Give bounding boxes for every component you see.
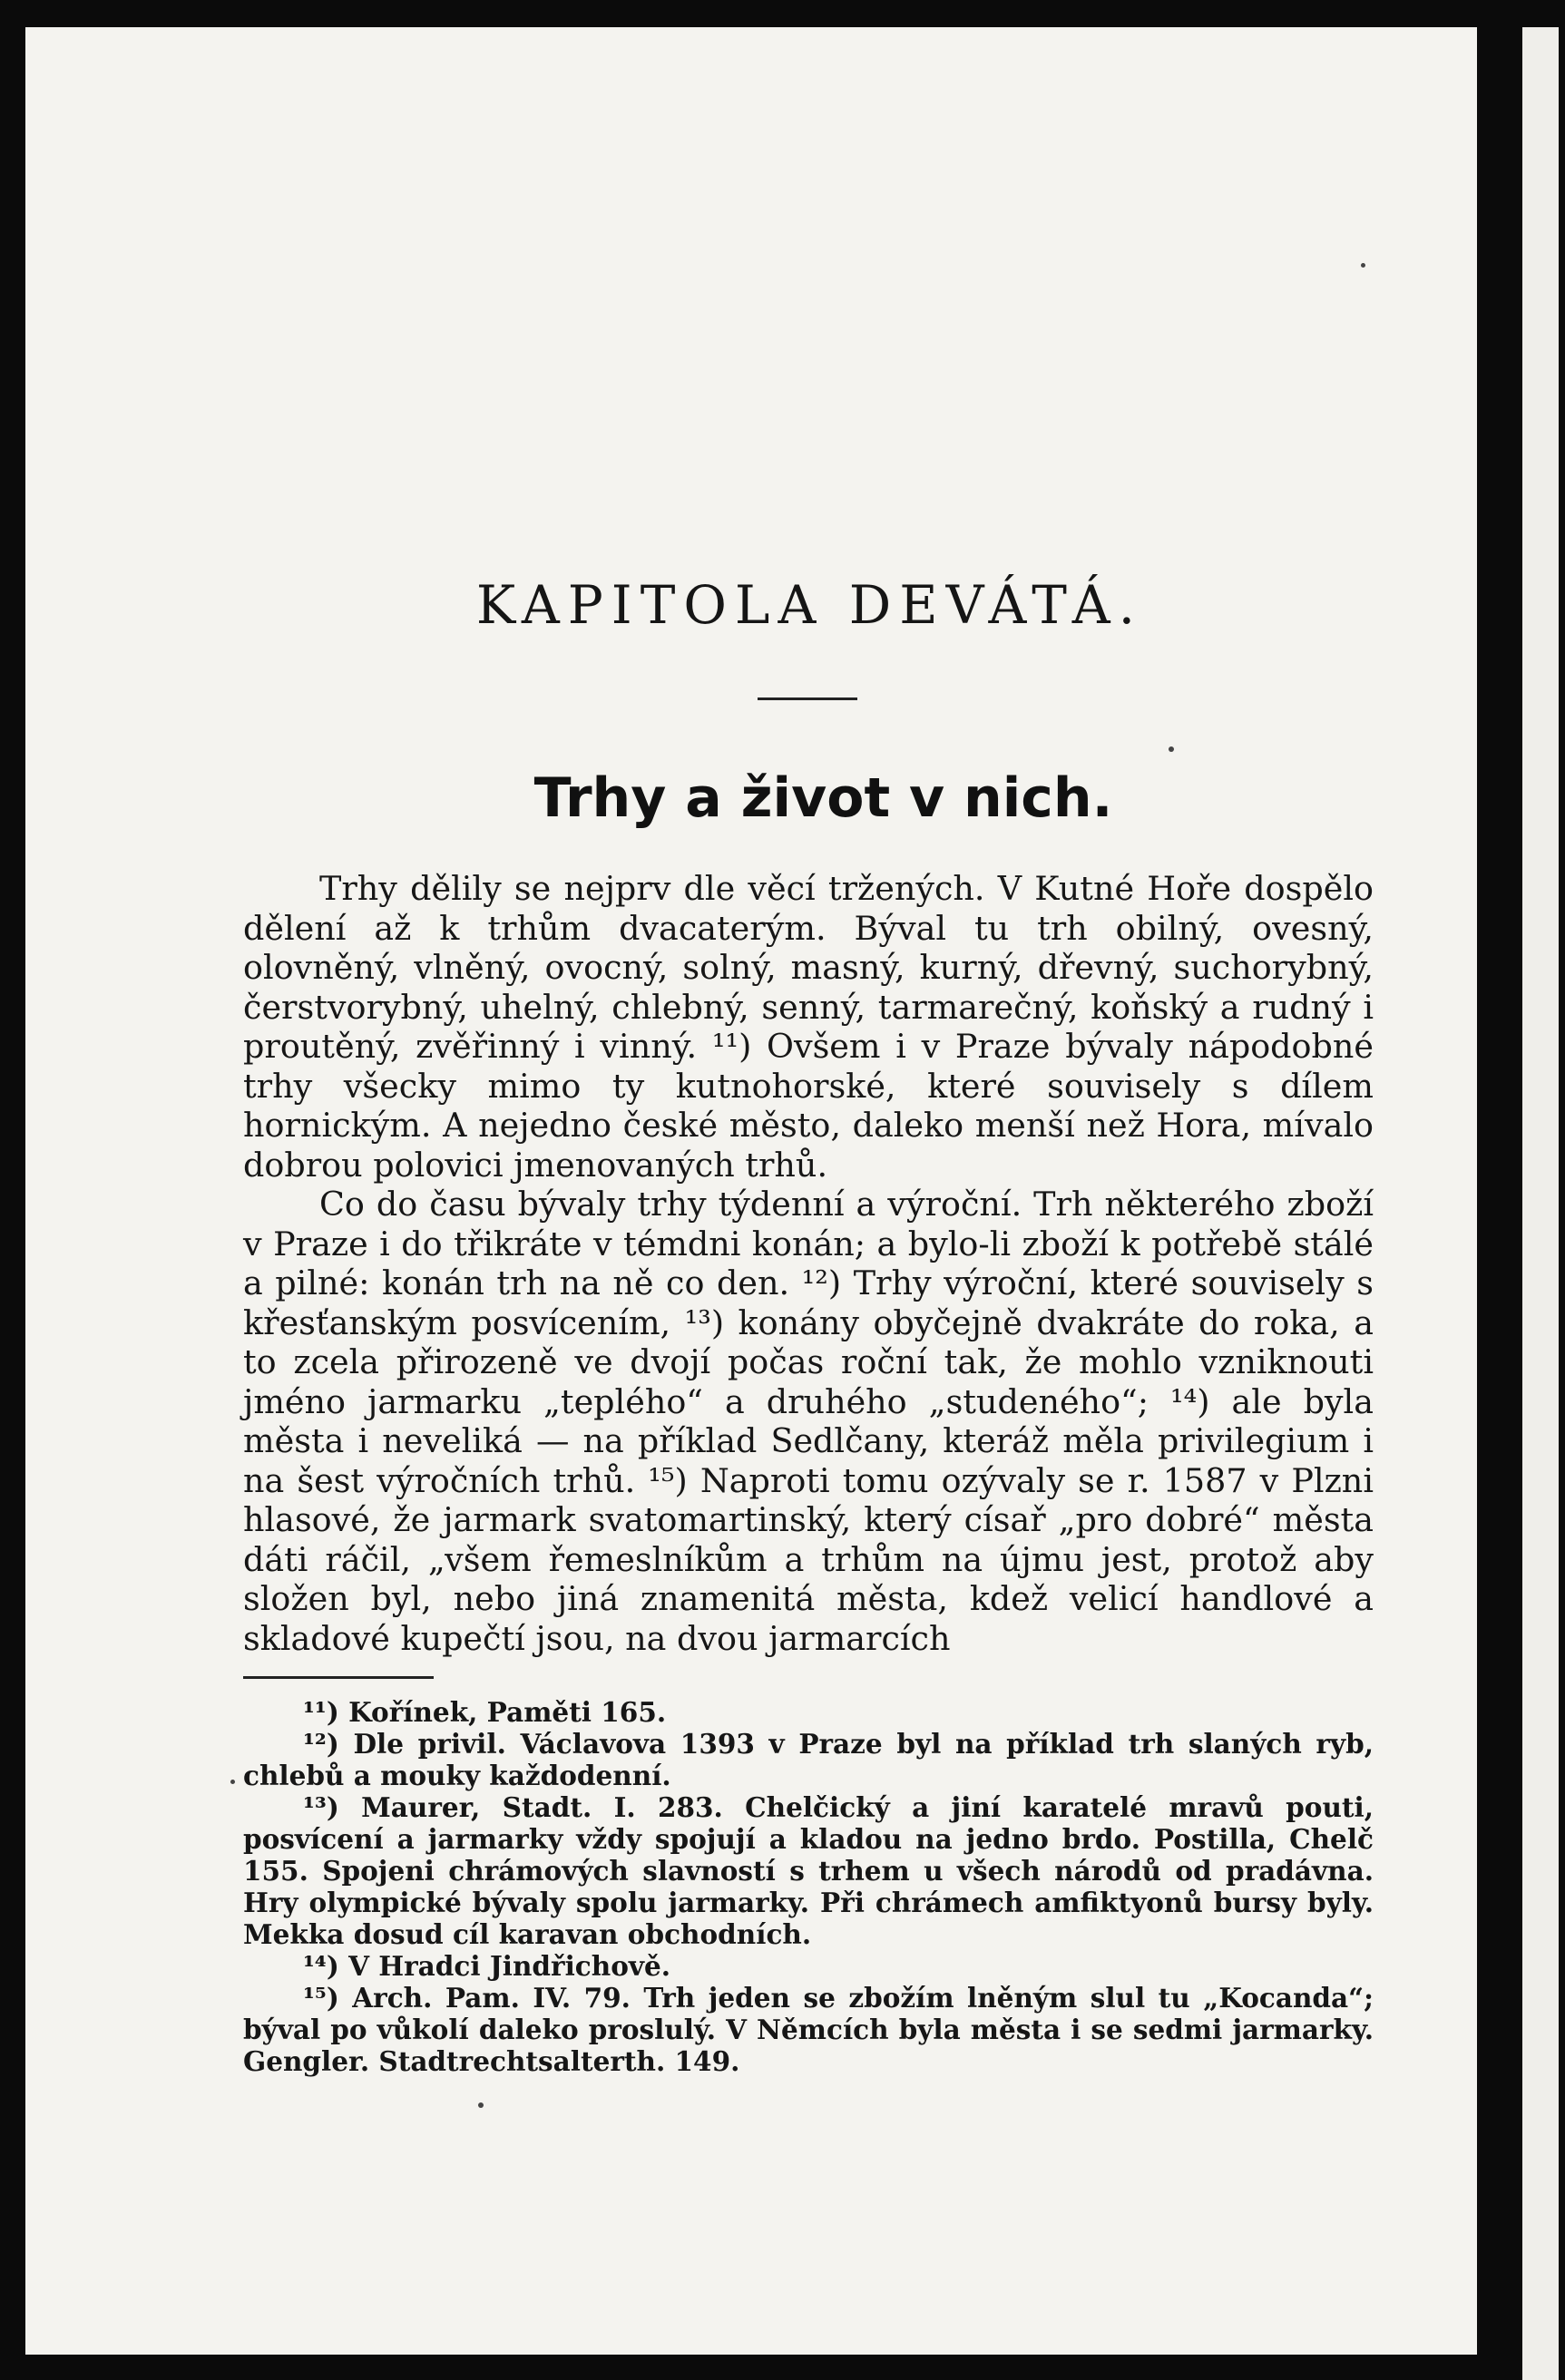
footnote: ¹⁵) Arch. Pam. IV. 79. Trh jeden se zbožím lněným slul tu „Kocanda“; býval po vůkolí daleko proslulý. V Němcích byla města i se sedmi jarmarky. Gengler. Stadtrechtsalterth. 149. bbox=[243, 1982, 1374, 2077]
footnote: ¹²) Dle privil. Václavova 1393 v Praze byl na příklad trh slaných ryb, chlebů a mouky každodenní. bbox=[243, 1728, 1374, 1791]
next-page-edge bbox=[1522, 27, 1559, 2380]
chapter-heading: KAPITOLA DEVÁTÁ. bbox=[475, 574, 1144, 636]
paragraph: Co do času bývaly trhy týdenní a výroční. Trh některého zboží v Praze i do třikráte v témdni konán; a bylo-li zboží k potřebě stálé a pilné: konán trh na ně co den. ¹²) Trhy výroční, které souvisely s křesťanským posvícením, ¹³) konány obyčejně dvakráte do roka, a to zcela přirozeně ve dvojí počas roční tak, že mohlo vzniknouti jméno jarmarku „teplého“ a druhého „studeného“; ¹⁴) ale byla města i neveliká — na příklad Sedlčany, kteráž měla privilegium i na šest výročních trhů. ¹⁵) Naproti tomu ozývaly se r. 1587 v Plzni hlasové, že jarmark svatomartinský, který císař „pro dobré“ města dáti ráčil, „všem řemeslníkům a trhům na újmu jest, protož aby složen byl, nebo jiná znamenitá města, kdež velicí handlové a skladové kupečtí jsou, na dvou jarmarcích bbox=[243, 1185, 1374, 1658]
footnote: ¹¹) Kořínek, Paměti 165. bbox=[303, 1696, 667, 1728]
footnote-rule bbox=[243, 1676, 434, 1679]
footnote: ¹³) Maurer, Stadt. I. 283. Chelčický a jiní karatelé mravů pouti, posvícení a jarmarky vždy spojují a kladou na jedno brdo. Postilla, Chelč 155. Spojeni chrámových slavností s trhem u všech národů od pradávna. Hry olympické bývaly spolu jarmarky. Při chrámech amfiktyonů bursy byly. Mekka dosud cíl karavan obchodních. bbox=[243, 1791, 1374, 1950]
body-text bbox=[243, 869, 1374, 1658]
footnote: ¹⁴) V Hradci Jindřichově. bbox=[303, 1950, 671, 1982]
ink-speck bbox=[478, 2102, 484, 2108]
page-gutter bbox=[1477, 27, 1522, 2380]
footnotes bbox=[243, 1696, 1374, 2077]
ink-speck bbox=[230, 1780, 235, 1784]
ink-speck bbox=[1169, 746, 1174, 752]
ink-speck bbox=[1361, 263, 1365, 268]
paragraph: Trhy dělily se nejprv dle věcí tržených. V Kutné Hoře dospělo dělení až k trhům dvacaterým. Býval tu trh obilný, ovesný, olovněný, vlněný, ovocný, solný, masný, kurný, dřevný, suchorybný, čerstvorybný, uhelný, chlebný, senný, tarmarečný, koňský a rudný i proutěný, zvěřinný i vinný. ¹¹) Ovšem i v Praze bývaly nápodobné trhy všecky mimo ty kutnohorské, které souvisely s dílem hornickým. A nejedno české město, daleko menší než Hora, mívalo dobrou polovici jmenovaných trhů. bbox=[243, 869, 1374, 1185]
section-title: Trhy a život v nich. bbox=[533, 766, 1113, 830]
title-rule bbox=[758, 697, 857, 700]
